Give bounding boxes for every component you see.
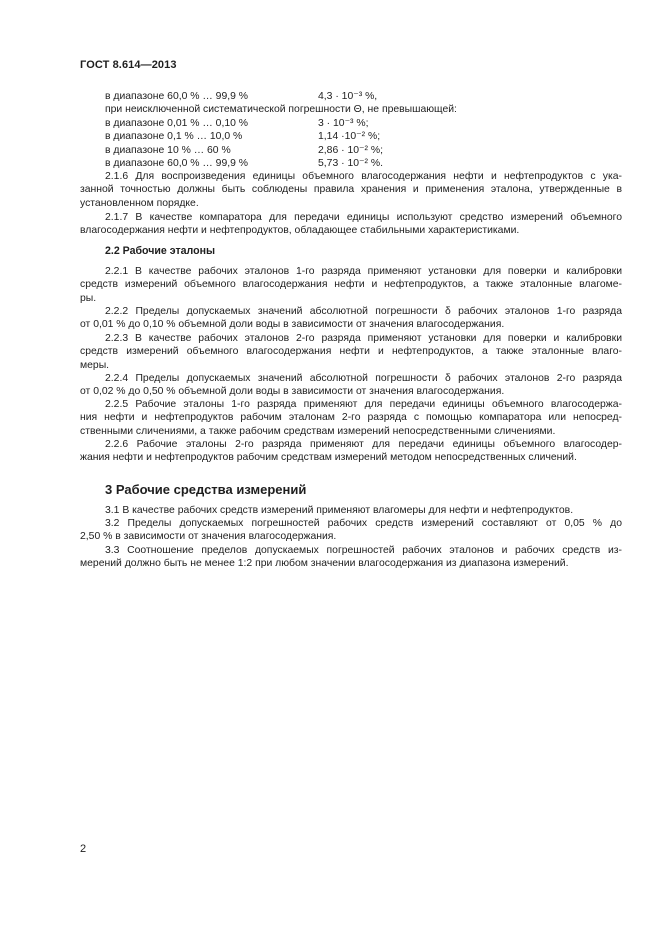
paragraph-3-2-line: 2,50 % в зависимости от значения влагосодержания. — [80, 531, 337, 543]
range-value: 2,86 · 10⁻² %; — [318, 144, 383, 156]
paragraph-2-2-1-line: ры. — [80, 292, 97, 304]
section-heading-3: 3 Рабочие средства измерений — [105, 482, 307, 497]
paragraph-2-2-3-line: средств измерений объемного влагосодержания нефти и нефтепродуктов, а также эталонные влаго- — [80, 346, 622, 358]
paragraph-2-1-6-line: 2.1.6 Для воспроизведения единицы объемного влагосодержания нефти и нефтепродуктов с ука- — [105, 171, 622, 182]
range-label: в диапазоне 10 % … 60 % — [105, 144, 231, 156]
paragraph-3-3-line: мерений должно быть не менее 1:2 при любом значении влагосодержания из диапазона измерений. — [80, 558, 569, 570]
paragraph-3-3-line: 3.3 Соотношение пределов допускаемых погрешностей рабочих эталонов и рабочих средств из- — [105, 545, 622, 556]
paragraph-2-2-3-line: меры. — [80, 359, 110, 371]
range-value: 1,14 ·10⁻² %; — [318, 131, 381, 143]
document-header: ГОСТ 8.614—2013 — [80, 59, 177, 71]
range-label: в диапазоне 0,01 % … 0,10 % — [105, 117, 249, 129]
range-value: 4,3 · 10⁻³ %, — [318, 91, 378, 102]
systematic-error-intro: при неисключенной систематической погрешности Θ, не превышающей: — [105, 104, 457, 116]
page-number: 2 — [80, 843, 87, 855]
paragraph-2-2-2-line: от 0,01 % до 0,10 % объемной доли воды в зависимости от значения влагосодержания. — [80, 319, 505, 331]
paragraph-2-2-5-line: ния нефти и нефтепродуктов рабочим эталонам 2-го разряда с помощью компаратора или непосред- — [80, 412, 622, 424]
range-label: в диапазоне 0,1 % … 10,0 % — [105, 131, 243, 143]
paragraph-2-2-6-line: 2.2.6 Рабочие эталоны 2-го разряда применяют для передачи единицы объемного влагосодер- — [105, 439, 622, 450]
range-value: 5,73 · 10⁻² %. — [318, 158, 383, 170]
paragraph-2-1-6-line: занной точностью должны быть соблюдены правила хранения и применения эталона, утвержденные в — [80, 184, 622, 196]
section-heading-2-2: 2.2 Рабочие эталоны — [105, 245, 216, 257]
paragraph-3-2-line: 3.2 Пределы допускаемых погрешностей рабочих средств измерений составляют от 0,05 % до — [105, 518, 622, 529]
range-value: 3 · 10⁻³ %; — [318, 117, 369, 129]
paragraph-2-2-4-line: от 0,02 % до 0,50 % объемной доли воды в зависимости от значения влагосодержания. — [80, 386, 505, 398]
paragraph-2-1-6-line: установленном порядке. — [80, 197, 199, 209]
paragraph-2-2-5-line: 2.2.5 Рабочие эталоны 1-го разряда применяют для передачи единицы объемного влагосодержа- — [105, 399, 622, 410]
paragraph-2-2-3-line: 2.2.3 В качестве рабочих эталонов 2-го разряда применяют установки для поверки и калибровки — [105, 333, 622, 344]
paragraph-2-2-6-line: жания нефти и нефтепродуктов рабочим средствам измерений методом непосредственных сличений. — [80, 452, 577, 464]
paragraph-2-1-7-line: 2.1.7 В качестве компаратора для передачи единицы используют средство измерений объемного — [105, 212, 622, 223]
paragraph-2-2-1-line: средств измерений объемного влагосодержания нефти и нефтепродуктов, а также эталонные влагоме- — [80, 279, 622, 291]
paragraph-2-2-5-line: ственными сличениями, а также рабочим средствам измерений непосредственными сличениями. — [80, 425, 556, 437]
paragraph-2-2-4-line: 2.2.4 Пределы допускаемых значений абсолютной погрешности δ рабочих эталонов 2-го разряда — [105, 373, 622, 384]
range-label: в диапазоне 60,0 % … 99,9 % — [105, 91, 249, 102]
paragraph-2-2-1-line: 2.2.1 В качестве рабочих эталонов 1-го разряда применяют установки для поверки и калибровки — [105, 266, 622, 277]
paragraph-2-2-2-line: 2.2.2 Пределы допускаемых значений абсолютной погрешности δ рабочих эталонов 1-го разряда — [105, 306, 622, 317]
paragraph-3-1-line: 3.1 В качестве рабочих средств измерений применяют влагомеры для нефти и нефтепродуктов. — [105, 505, 574, 516]
paragraph-2-1-7-line: влагосодержания нефти и нефтепродуктов, обладающее стабильными характеристиками. — [80, 225, 520, 237]
range-label: в диапазоне 60,0 % … 99,9 % — [105, 158, 249, 170]
